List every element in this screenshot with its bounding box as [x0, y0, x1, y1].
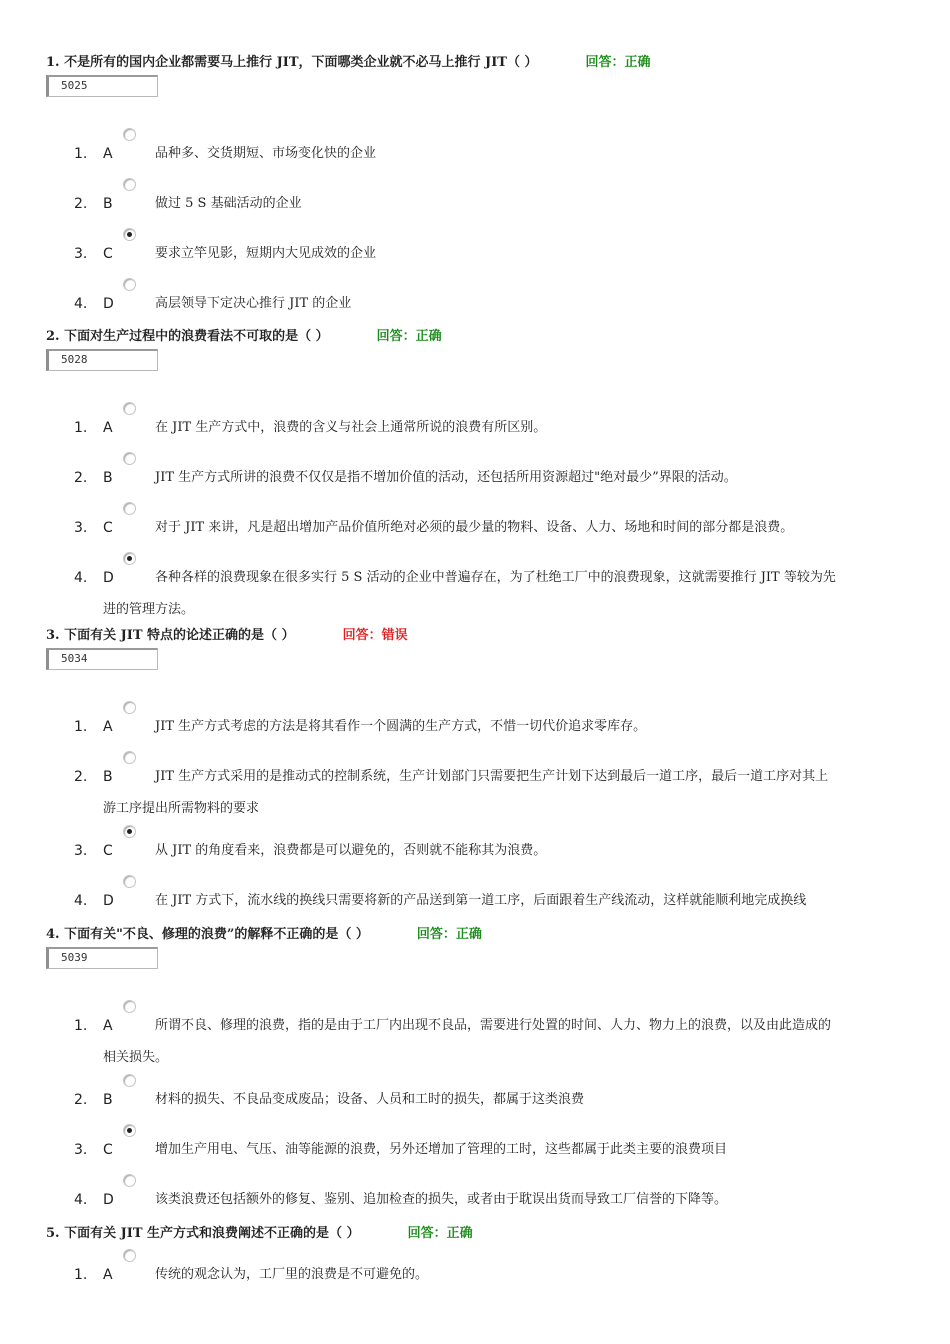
question-5-title	[46, 1226, 473, 1242]
option-text: 该类浪费还包括额外的修复、鉴别、追加检查的损失，或者由于耽误出货而导致工厂信誉的下降等。	[155, 1192, 728, 1207]
option-number: 1.	[74, 719, 88, 735]
option-text: 要求立竿见影，短期内大见成效的企业	[155, 246, 377, 261]
question-4-result: 回答：正确	[416, 927, 482, 942]
option-letter: B	[103, 769, 113, 785]
option-text	[103, 562, 903, 626]
option-letter: D	[103, 570, 114, 586]
option-text-line-1: 所谓不良、修理的浪费，指的是由于工厂内出现不良品，需要进行处置的时间、人力、物力上的浪费，以及由此造成的	[155, 1018, 832, 1033]
option-text: 高层领导下定决心推行 JIT 的企业	[155, 296, 352, 311]
option-letter: C	[103, 520, 113, 536]
option-text	[103, 1010, 903, 1074]
option-text-line-2: 相关损失。	[103, 1050, 169, 1065]
question-2-title	[46, 329, 442, 345]
question-2-option-a-radio[interactable]	[123, 402, 136, 415]
option-letter: C	[103, 246, 113, 262]
question-3-result: 回答：错误	[342, 628, 408, 643]
question-3-code-field[interactable]: 5034	[46, 648, 158, 670]
option-number: 4.	[74, 893, 88, 909]
question-3-text: 3. 下面有关 JIT 特点的论述正确的是（ ）	[46, 628, 295, 643]
option-number: 2.	[74, 196, 88, 212]
question-2-option-d-radio[interactable]	[123, 552, 136, 565]
question-4-option-a-radio[interactable]	[123, 1000, 136, 1013]
question-5-text: 5. 下面有关 JIT 生产方式和浪费阐述不正确的是（ ）	[46, 1226, 360, 1241]
question-4-option-b-radio[interactable]	[123, 1074, 136, 1087]
option-number: 1.	[74, 420, 88, 436]
option-text: 在 JIT 方式下，流水线的换线只需要将新的产品送到第一道工序，后面跟着生产线流动，这样就能顺利地完成换线	[155, 893, 807, 908]
question-1-text: 1. 不是所有的国内企业都需要马上推行 JIT，下面哪类企业就不必马上推行 JIT（ ）	[46, 55, 538, 70]
option-text: 从 JIT 的角度看来，浪费都是可以避免的，否则就不能称其为浪费。	[155, 843, 547, 858]
question-1-option-a-radio[interactable]	[123, 128, 136, 141]
option-number: 2.	[74, 1092, 88, 1108]
question-2-option-c-radio[interactable]	[123, 502, 136, 515]
option-number: 4.	[74, 296, 88, 312]
option-letter: B	[103, 196, 113, 212]
question-2-result: 回答：正确	[376, 329, 442, 344]
option-number: 1.	[74, 1267, 88, 1283]
question-2-text: 2. 下面对生产过程中的浪费看法不可取的是（ ）	[46, 329, 329, 344]
question-1-option-d-radio[interactable]	[123, 278, 136, 291]
question-3-option-a-radio[interactable]	[123, 701, 136, 714]
option-text-line-2: 游工序提出所需物料的要求	[103, 801, 260, 816]
option-text: 材料的损失、不良品变成废品；设备、人员和工时的损失，都属于这类浪费	[155, 1092, 585, 1107]
question-4-option-c-radio[interactable]	[123, 1124, 136, 1137]
question-2-option-b-radio[interactable]	[123, 452, 136, 465]
question-1-option-c-radio[interactable]	[123, 228, 136, 241]
option-number: 4.	[74, 1192, 88, 1208]
option-text: 增加生产用电、气压、油等能源的浪费，另外还增加了管理的工时，这些都属于此类主要的浪费项目	[155, 1142, 728, 1157]
option-text: 传统的观念认为，工厂里的浪费是不可避免的。	[155, 1267, 429, 1282]
option-letter: C	[103, 1142, 113, 1158]
option-text: JIT 生产方式考虑的方法是将其看作一个圆满的生产方式，不惜一切代价追求零库存。	[155, 719, 647, 734]
question-3-option-d-radio[interactable]	[123, 875, 136, 888]
option-letter: D	[103, 893, 114, 909]
question-4-code-field[interactable]: 5039	[46, 947, 158, 969]
option-number: 1.	[74, 1018, 88, 1034]
option-letter: A	[103, 1267, 113, 1283]
question-1-title	[46, 55, 651, 71]
question-1-code-field[interactable]: 5025	[46, 75, 158, 97]
option-number: 3.	[74, 843, 88, 859]
question-5-option-a-radio[interactable]	[123, 1249, 136, 1262]
option-letter: A	[103, 719, 113, 735]
question-1-result: 回答：正确	[585, 55, 651, 70]
option-number: 2.	[74, 470, 88, 486]
option-number: 4.	[74, 570, 88, 586]
option-letter: B	[103, 1092, 113, 1108]
option-number: 3.	[74, 246, 88, 262]
question-4-title	[46, 927, 482, 943]
option-letter: D	[103, 1192, 114, 1208]
option-text: 做过 5 S 基础活动的企业	[155, 196, 302, 211]
question-2-code-field[interactable]: 5028	[46, 349, 158, 371]
question-4-option-d-radio[interactable]	[123, 1174, 136, 1187]
option-letter: A	[103, 1018, 113, 1034]
option-letter: D	[103, 296, 114, 312]
option-letter: A	[103, 420, 113, 436]
option-text	[103, 761, 903, 825]
option-number: 2.	[74, 769, 88, 785]
option-text: 在 JIT 生产方式中，浪费的含义与社会上通常所说的浪费有所区别。	[155, 420, 547, 435]
question-3-option-c-radio[interactable]	[123, 825, 136, 838]
option-text-line-2: 进的管理方法。	[103, 602, 195, 617]
question-3-option-b-radio[interactable]	[123, 751, 136, 764]
option-text-line-1: JIT 生产方式采用的是推动式的控制系统，生产计划部门只需要把生产计划下达到最后一道工序，最后一道工序对其上	[155, 769, 829, 784]
option-number: 1.	[74, 146, 88, 162]
option-number: 3.	[74, 520, 88, 536]
option-text: 对于 JIT 来讲，凡是超出增加产品价值所绝对必须的最少量的物料、设备、人力、场地和时间的部分都是浪费。	[155, 520, 794, 535]
option-text: 品种多、交货期短、市场变化快的企业	[155, 146, 377, 161]
option-letter: C	[103, 843, 113, 859]
option-number: 3.	[74, 1142, 88, 1158]
question-5-result: 回答：正确	[407, 1226, 473, 1241]
question-3-title	[46, 628, 408, 644]
option-text-line-1: 各种各样的浪费现象在很多实行 5 S 活动的企业中普遍存在，为了杜绝工厂中的浪费现象，这就需要推行 JIT 等较为先	[155, 570, 836, 585]
question-1-option-b-radio[interactable]	[123, 178, 136, 191]
question-4-text: 4. 下面有关"不良、修理的浪费”的解释不正确的是（ ）	[46, 927, 369, 942]
option-text: JIT 生产方式所讲的浪费不仅仅是指不增加价值的活动，还包括所用资源超过"绝对最少”界限的活动。	[155, 470, 737, 485]
option-letter: B	[103, 470, 113, 486]
option-letter: A	[103, 146, 113, 162]
